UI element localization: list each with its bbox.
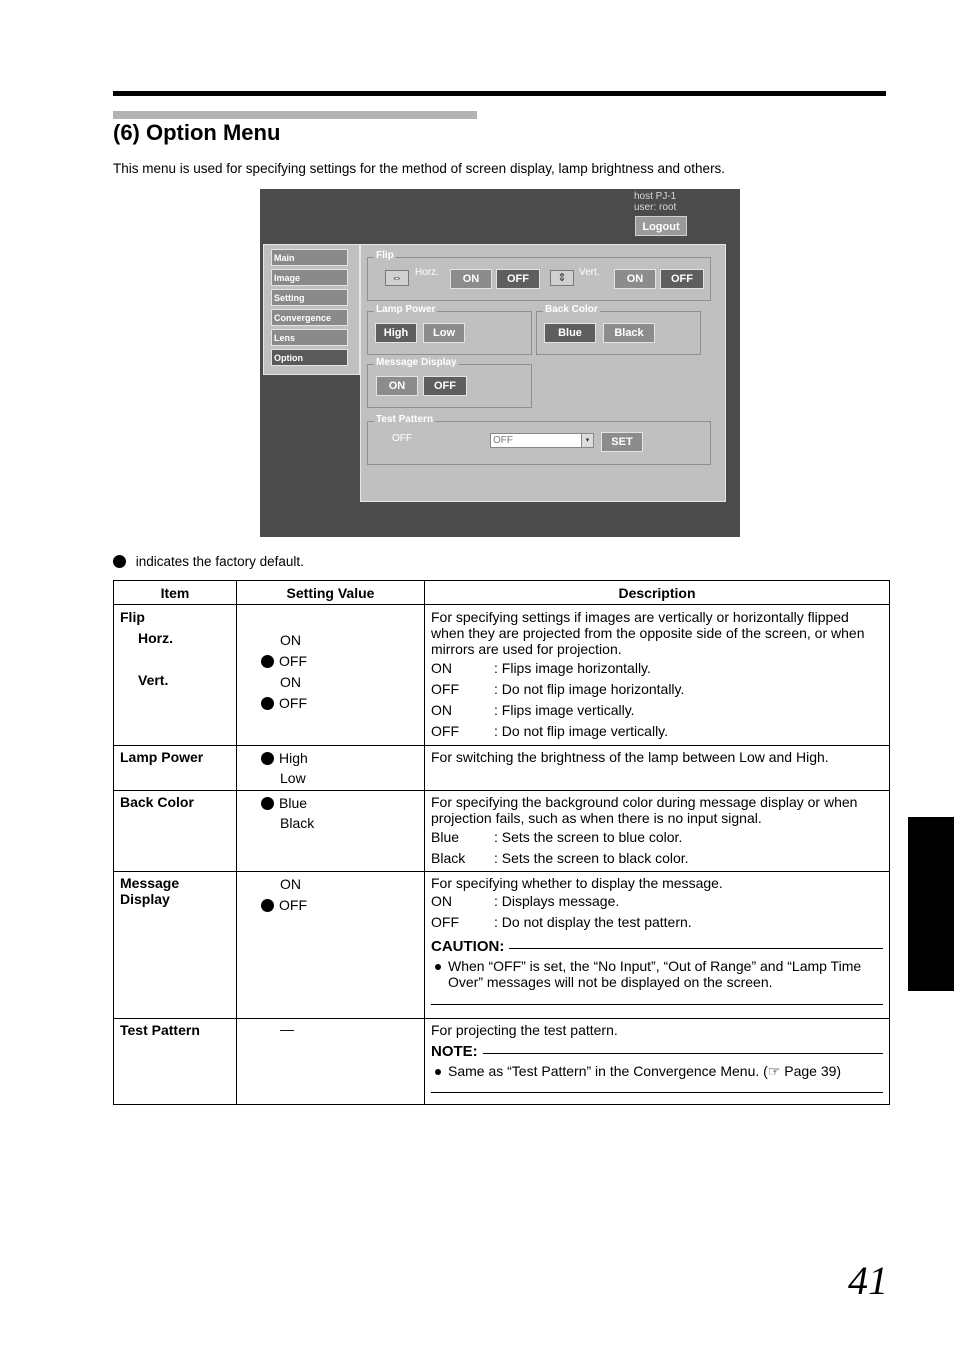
description: For switching the brightness of the lamp between Low and High.: [431, 749, 829, 765]
definition: OFF : Do not display the test pattern.: [431, 914, 692, 930]
value: OFF: [279, 653, 307, 669]
back-blue-button[interactable]: Blue: [544, 323, 596, 343]
lamp-power-group: [367, 304, 532, 355]
item-flip-horz: Horz.: [138, 630, 173, 646]
default-legend: [113, 554, 304, 569]
caution-text: When “OFF” is set, the “No Input”, “Out of Range” and “Lamp Time Over” messages will not be displayed on the screen.: [448, 958, 862, 990]
description: For specifying settings if images are vertically or horizontally flipped when they are projected from the opposite side of the screen, or when mirrors are used for projection.: [431, 609, 865, 657]
table-header-row: [114, 581, 890, 605]
test-pattern-set-button[interactable]: SET: [601, 432, 643, 452]
section-rule: [113, 111, 477, 119]
value: ON: [280, 876, 301, 892]
message-display-legend: Message Display: [376, 357, 457, 368]
value: ON: [280, 632, 301, 648]
host-label: host PJ-1: [634, 191, 677, 202]
nav-option[interactable]: Option: [271, 349, 348, 366]
description: For specifying whether to display the message.: [431, 875, 723, 891]
item-back-color: Back Color: [120, 794, 194, 810]
note-heading: NOTE:: [431, 1044, 883, 1060]
header-description: Description: [425, 581, 890, 605]
top-rule: [113, 91, 886, 96]
table-row: [114, 605, 890, 746]
test-pattern-select[interactable]: [490, 433, 594, 448]
default-dot-icon: [261, 752, 274, 765]
table-row: [114, 872, 890, 1019]
header-setting-value: Setting Value: [237, 581, 425, 605]
option-panel: [360, 244, 726, 502]
description: For specifying the background color during message display or when projection fails, such as when there is no input signal.: [431, 794, 858, 826]
definition: OFF : Do not flip image horizontally.: [431, 681, 685, 697]
horz-label: Horz.: [415, 267, 439, 278]
item-message: Message: [120, 875, 180, 891]
settings-table: [113, 580, 890, 1105]
nav-main[interactable]: Main: [271, 249, 348, 266]
item-lamp-power: Lamp Power: [120, 749, 204, 765]
note-text: Same as “Test Pattern” in the Convergence Menu. (☞ Page 39): [448, 1063, 842, 1079]
test-pattern-current: OFF: [392, 433, 412, 444]
definition: Black : Sets the screen to black color.: [431, 850, 689, 866]
value: OFF: [279, 897, 307, 913]
flip-group: [367, 250, 711, 301]
lamp-power-legend: Lamp Power: [376, 304, 436, 315]
bullet-icon: [435, 964, 441, 970]
user-label: user: root: [634, 202, 677, 213]
item-flip: Flip: [120, 609, 145, 625]
value: Black: [280, 815, 315, 831]
description: For projecting the test pattern.: [431, 1022, 618, 1038]
bullet-icon: [435, 1069, 441, 1075]
nav-convergence[interactable]: Convergence: [271, 309, 348, 326]
intro-text: This menu is used for specifying settings for the method of screen display, lamp brightness and others.: [113, 161, 726, 176]
page-number: 41: [848, 1258, 888, 1303]
item-flip-vert: Vert.: [138, 672, 169, 688]
value: —: [280, 1021, 294, 1037]
definition: ON : Flips image vertically.: [431, 702, 635, 718]
default-dot-icon: [261, 697, 274, 710]
message-display-group: [367, 357, 532, 408]
value: ON: [280, 674, 301, 690]
caution-heading: CAUTION:: [431, 939, 883, 955]
default-dot-icon: [261, 797, 274, 810]
test-pattern-select-value: OFF: [493, 435, 513, 446]
chevron-down-icon[interactable]: ▾: [581, 434, 593, 447]
message-off-button[interactable]: OFF: [423, 376, 467, 396]
item-test-pattern: Test Pattern: [120, 1022, 200, 1038]
page-title: (6) Option Menu: [113, 120, 281, 145]
note-body: [431, 1063, 883, 1093]
header-item: Item: [114, 581, 237, 605]
definition: ON : Flips image horizontally.: [431, 660, 651, 676]
value: Blue: [279, 795, 308, 811]
vertical-flip-icon: ⇕: [550, 270, 574, 286]
item-display: Display: [120, 891, 170, 907]
definition: OFF : Do not flip image vertically.: [431, 723, 669, 739]
chapter-tab: [908, 817, 954, 991]
horizontal-flip-icon: ⇔: [385, 270, 409, 286]
definition: ON : Displays message.: [431, 893, 620, 909]
vert-label: Vert.: [579, 267, 600, 278]
horz-off-button[interactable]: OFF: [496, 269, 540, 289]
caution-body: [431, 958, 883, 1005]
logout-button[interactable]: Logout: [635, 216, 687, 236]
table-row: [114, 746, 890, 791]
nav-image[interactable]: Image: [271, 269, 348, 286]
lamp-high-button[interactable]: High: [375, 323, 417, 343]
nav-setting[interactable]: Setting: [271, 289, 348, 306]
flip-legend: Flip: [376, 250, 394, 261]
test-pattern-group: [367, 414, 711, 465]
horz-on-button[interactable]: ON: [450, 269, 492, 289]
option-menu-screenshot: [260, 189, 740, 537]
test-pattern-legend: Test Pattern: [376, 414, 434, 425]
table-row: [114, 791, 890, 872]
table-row: [114, 1019, 890, 1105]
sidebar-menu: [263, 244, 360, 375]
definition: Blue : Sets the screen to blue color.: [431, 829, 683, 845]
default-dot-icon: [261, 899, 274, 912]
default-dot-icon: [113, 555, 126, 568]
vert-off-button[interactable]: OFF: [660, 269, 704, 289]
value: High: [279, 750, 308, 766]
lamp-low-button[interactable]: Low: [423, 323, 465, 343]
back-color-legend: Back Color: [545, 304, 598, 315]
value: Low: [280, 770, 306, 786]
value: OFF: [279, 695, 307, 711]
default-dot-icon: [261, 655, 274, 668]
session-info: [634, 191, 676, 213]
back-black-button[interactable]: Black: [603, 323, 655, 343]
nav-lens[interactable]: Lens: [271, 329, 348, 346]
back-color-group: [536, 304, 701, 355]
vert-on-button[interactable]: ON: [614, 269, 656, 289]
default-legend-text: indicates the factory default.: [135, 554, 304, 569]
message-on-button[interactable]: ON: [376, 376, 418, 396]
